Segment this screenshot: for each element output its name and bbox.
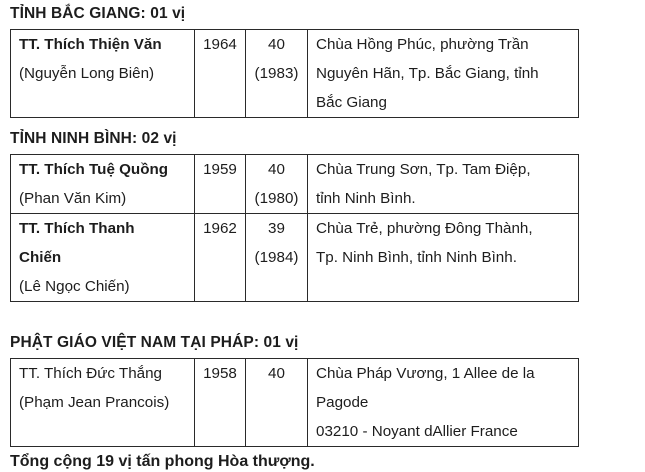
table-row	[11, 30, 579, 118]
section-ninh-binh	[10, 129, 635, 302]
address-cell	[308, 30, 579, 118]
ordination-year: (1980)	[254, 190, 299, 207]
birth-year: 1959	[203, 161, 237, 178]
name-cell	[11, 30, 195, 118]
address-line: Chùa Trẻ, phường Đông Thành,	[316, 220, 533, 237]
monk-table-phap	[10, 358, 579, 447]
address-line: Chùa Hồng Phúc, phường Trần	[316, 36, 529, 53]
monk-alias: (Nguyễn Long Biên)	[19, 65, 155, 82]
age-cell	[246, 155, 308, 214]
address-cell	[308, 155, 579, 214]
age-cell	[246, 214, 308, 302]
age-value: 39	[268, 220, 285, 237]
address-line: Nguyên Hãn, Tp. Bắc Giang, tỉnh	[316, 65, 539, 82]
monk-table-bac-giang	[10, 29, 579, 118]
table-row	[11, 359, 579, 447]
monk-table-ninh-binh	[10, 154, 579, 302]
address-line: Bắc Giang	[316, 94, 387, 111]
birth-year: 1962	[203, 220, 237, 237]
birth-year-cell	[195, 30, 246, 118]
address-line: 03210 - Noyant dAllier France	[316, 423, 518, 440]
total-summary: Tổng cộng 19 vị tấn phong Hòa thượng.	[10, 453, 315, 470]
table-row	[11, 155, 579, 214]
monk-alias: (Phan Văn Kim)	[19, 190, 127, 207]
age-value: 40	[268, 36, 285, 53]
name-cell	[11, 359, 195, 447]
address-line: Chùa Pháp Vương, 1 Allee de la	[316, 365, 535, 382]
ordination-year: (1984)	[254, 249, 299, 266]
monk-name: Chiến	[19, 249, 62, 266]
name-cell	[11, 214, 195, 302]
age-value: 40	[268, 161, 285, 178]
address-line: Pagode	[316, 394, 369, 411]
section-heading: TỈNH NINH BÌNH: 02 vị	[10, 130, 177, 147]
birth-year-cell	[195, 155, 246, 214]
monk-name: TT. Thích Tuệ Quồng	[19, 161, 169, 178]
monk-name: TT. Thích Thanh	[19, 220, 135, 237]
section-heading: TỈNH BẮC GIANG: 01 vị	[10, 5, 186, 22]
address-cell	[308, 359, 579, 447]
age-cell	[246, 359, 308, 447]
address-line: tỉnh Ninh Bình.	[316, 190, 416, 207]
name-cell	[11, 155, 195, 214]
age-cell	[246, 30, 308, 118]
birth-year: 1964	[203, 36, 237, 53]
section-heading: PHẬT GIÁO VIỆT NAM TẠI PHÁP: 01 vị	[10, 334, 299, 351]
monk-name: TT. Thích Thiện Văn	[19, 36, 162, 53]
age-value: 40	[268, 365, 285, 382]
address-cell	[308, 214, 579, 302]
table-row	[11, 214, 579, 302]
birth-year: 1958	[203, 365, 237, 382]
birth-year-cell	[195, 359, 246, 447]
ordination-year: (1983)	[254, 65, 299, 82]
section-phap	[10, 333, 635, 447]
address-line: Tp. Ninh Bình, tỉnh Ninh Bình.	[316, 249, 517, 266]
birth-year-cell	[195, 214, 246, 302]
address-line: Chùa Trung Sơn, Tp. Tam Điệp,	[316, 161, 531, 178]
section-bac-giang	[10, 4, 635, 118]
monk-name: TT. Thích Đức Thắng	[19, 365, 162, 382]
monk-alias: (Phạm Jean Prancois)	[19, 394, 170, 411]
monk-alias: (Lê Ngọc Chiến)	[19, 278, 130, 295]
